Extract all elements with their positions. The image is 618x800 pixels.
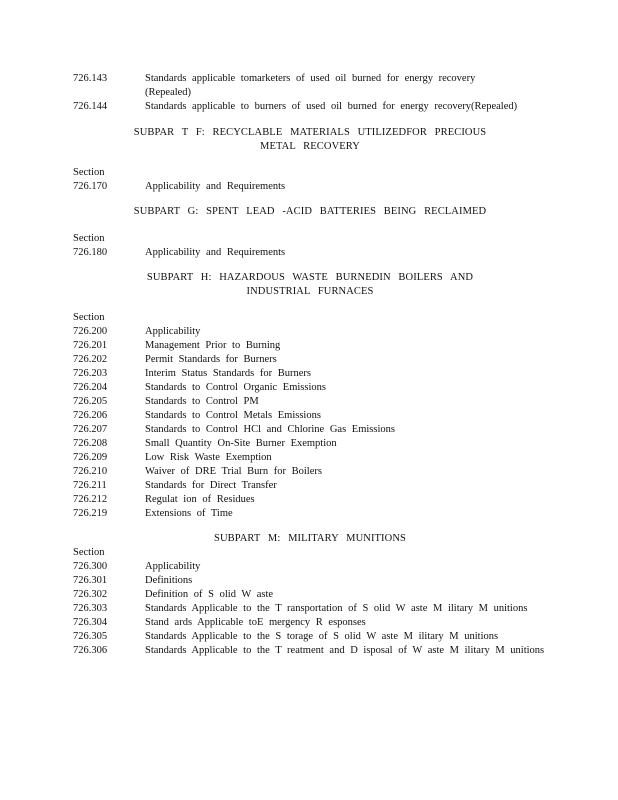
section-number: 726.206 <box>73 410 108 421</box>
section-title: Small Quantity On-Site Burner Exemption <box>145 438 337 449</box>
section-number: 726.201 <box>73 340 108 351</box>
section-title: Standards for Direct Transfer <box>145 480 277 491</box>
subpart-heading-line: SUBPART G: SPENT LEAD -ACID BATTERIES BEING RECLAIMED <box>133 206 487 217</box>
toc-entry <box>0 409 618 423</box>
section-title: Stand ards Applicable toE mergency R esponses <box>145 617 366 628</box>
toc-entry <box>0 479 618 493</box>
section-number: 726.207 <box>73 424 108 435</box>
section-label: Section <box>73 312 105 323</box>
section-title: Standards Applicable to the T ransportation of S olid W aste M ilitary M unitions <box>145 603 528 614</box>
section-title: Standards to Control Metals Emissions <box>145 410 321 421</box>
toc-entry-continuation <box>0 86 618 100</box>
section-number: 726.304 <box>73 617 108 628</box>
section-number: 726.202 <box>73 354 108 365</box>
section-number: 726.303 <box>73 603 108 614</box>
section-label: Section <box>73 233 105 244</box>
section-title: Definition of S olid W aste <box>145 589 274 600</box>
section-number: 726.209 <box>73 452 108 463</box>
toc-entry <box>0 451 618 465</box>
toc-entry <box>0 180 618 194</box>
toc-entry <box>0 574 618 588</box>
section-f-list <box>0 166 618 194</box>
toc-entry <box>0 72 618 86</box>
toc-entry <box>0 367 618 381</box>
toc-entry <box>0 437 618 451</box>
section-number: 726.205 <box>73 396 108 407</box>
section-number: 726.302 <box>73 589 108 600</box>
section-title: Standards applicable tomarketers of used oil burned for energy recovery <box>145 73 476 84</box>
section-label: Section <box>73 167 105 178</box>
section-m-list <box>0 546 618 658</box>
section-title: Applicability <box>145 326 201 337</box>
section-title: Standards to Control Organic Emissions <box>145 382 326 393</box>
toc-entry <box>0 644 618 658</box>
section-number: 726.301 <box>73 575 108 586</box>
subpart-m-heading <box>80 532 540 546</box>
section-number: 726.210 <box>73 466 108 477</box>
section-title: Standards to Control HCl and Chlorine Gas Emissions <box>145 424 395 435</box>
section-title: Management Prior to Burning <box>145 340 281 351</box>
subpart-f-heading <box>80 126 540 154</box>
section-title: Standards Applicable to the S torage of S olid W aste M ilitary M unitions <box>145 631 499 642</box>
toc-entry <box>0 630 618 644</box>
subpart-heading-line: METAL RECOVERY <box>260 141 360 152</box>
subpart-heading-line: SUBPART M: MILITARY MUNITIONS <box>214 533 406 544</box>
toc-entry <box>0 325 618 339</box>
section-title: Extensions of Time <box>145 508 233 519</box>
section-g-list <box>0 232 618 260</box>
toc-entry <box>0 588 618 602</box>
section-title: Standards Applicable to the T reatment and D isposal of W aste M ilitary M unitions <box>145 645 545 656</box>
subpart-h-heading <box>80 271 540 299</box>
section-number: 726.208 <box>73 438 108 449</box>
toc-entry <box>0 353 618 367</box>
section-number: 726.200 <box>73 326 108 337</box>
toc-entry <box>0 100 618 114</box>
section-title: Standards applicable to burners of used oil burned for energy recovery(Repealed) <box>145 101 518 112</box>
section-number: 726.211 <box>73 480 107 491</box>
toc-entry <box>0 339 618 353</box>
section-title: Applicability and Requirements <box>145 247 286 258</box>
subpart-heading-line: INDUSTRIAL FURNACES <box>246 286 374 297</box>
toc-entry <box>0 616 618 630</box>
section-number: 726.170 <box>73 181 108 192</box>
section-number: 726.203 <box>73 368 108 379</box>
section-number: 726.300 <box>73 561 108 572</box>
toc-entry <box>0 381 618 395</box>
toc-entry <box>0 395 618 409</box>
section-number: 726.212 <box>73 494 108 505</box>
section-label: Section <box>73 547 105 558</box>
section-title: Low Risk Waste Exemption <box>145 452 272 463</box>
section-number: 726.219 <box>73 508 108 519</box>
subpart-heading-line: SUBPART H: HAZARDOUS WASTE BURNEDIN BOILERS AND <box>146 272 474 283</box>
toc-entry <box>0 246 618 260</box>
toc-entry <box>0 423 618 437</box>
section-number: 726.306 <box>73 645 108 656</box>
section-number: 726.204 <box>73 382 108 393</box>
toc-entry <box>0 465 618 479</box>
section-title: Definitions <box>145 575 193 586</box>
section-number: 726.143 <box>73 73 108 84</box>
section-title: Applicability and Requirements <box>145 181 286 192</box>
toc-entry <box>0 560 618 574</box>
subpart-heading-line: SUBPAR T F: RECYCLABLE MATERIALS UTILIZEDFOR PRECIOUS <box>133 127 487 138</box>
section-title: Waiver of DRE Trial Burn for Boilers <box>145 466 322 477</box>
toc-entry <box>0 602 618 616</box>
section-title: Interim Status Standards for Burners <box>145 368 311 379</box>
section-title: Applicability <box>145 561 201 572</box>
section-number: 726.180 <box>73 247 108 258</box>
toc-block-repealed <box>0 72 618 114</box>
section-title-continuation: (Repealed) <box>145 87 192 98</box>
section-title: Permit Standards for Burners <box>145 354 277 365</box>
section-number: 726.305 <box>73 631 108 642</box>
toc-entry <box>0 507 618 521</box>
section-title: Standards to Control PM <box>145 396 259 407</box>
section-h-list <box>0 311 618 521</box>
subpart-g-heading <box>80 205 540 219</box>
section-number: 726.144 <box>73 101 108 112</box>
toc-entry <box>0 493 618 507</box>
section-title: Regulat ion of Residues <box>145 494 255 505</box>
